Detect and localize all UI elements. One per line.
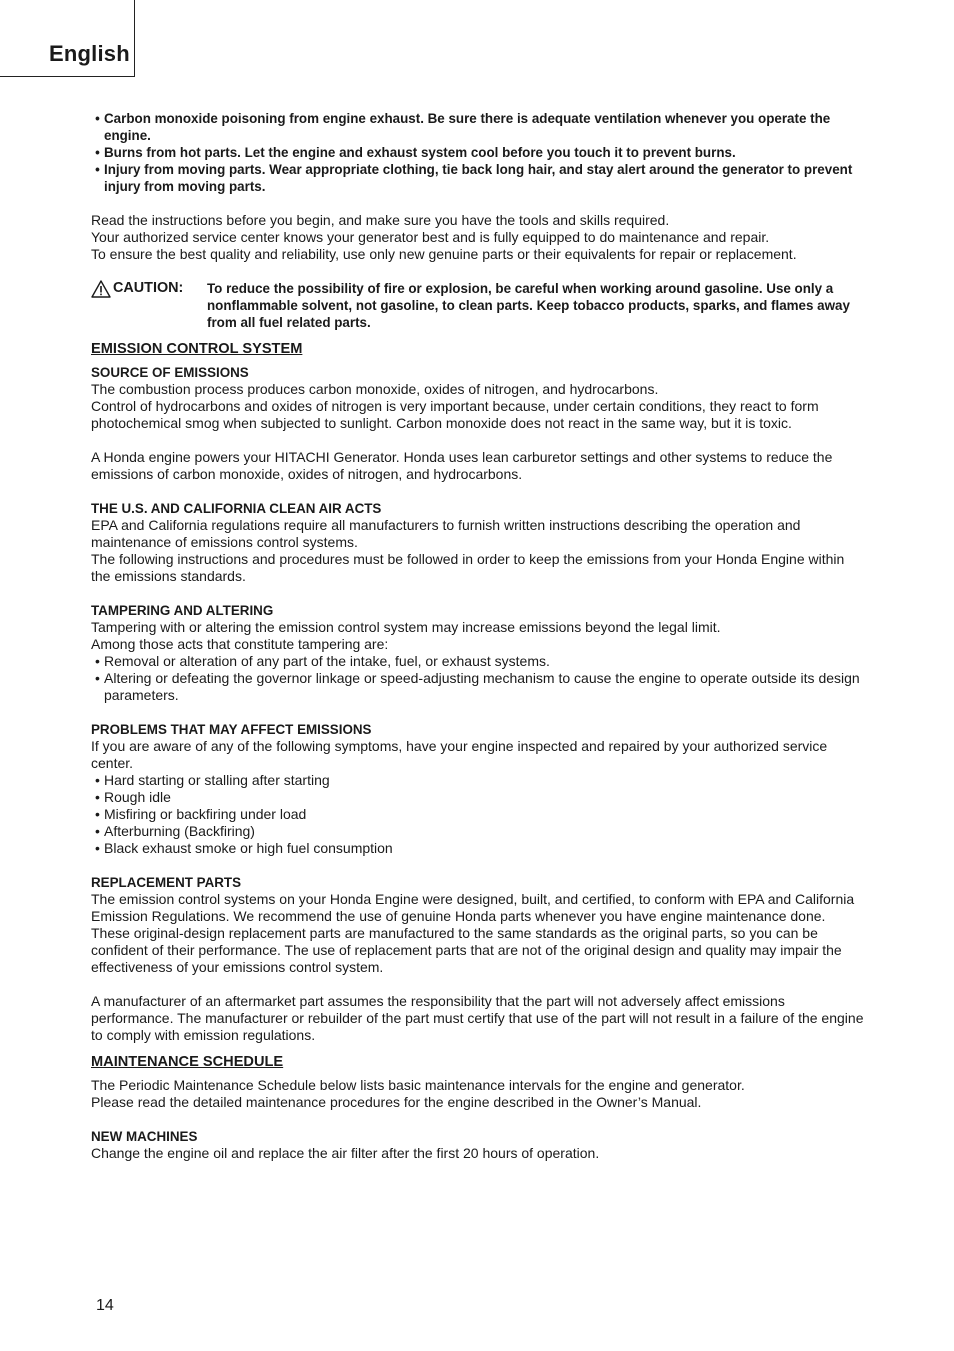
caution-label: CAUTION: (113, 280, 184, 296)
intro-paragraph: To ensure the best quality and reliability, use only new genuine parts or their equivalents for repair or replacement. (91, 246, 797, 262)
list-item: • Removal or alteration of any part of the intake, fuel, or exhaust systems. (91, 653, 866, 670)
caution-text: To reduce the possibility of fire or explosion, be careful when working around gasoline. Use only a nonflammable solvent, not gasoline, to clean parts. Keep tobacco products, sparks, and flames away from all fuel related parts. (207, 281, 850, 330)
list-item: • Rough idle (91, 789, 866, 806)
subheading-tampering: TAMPERING AND ALTERING (91, 603, 274, 618)
subheading-new-machines: NEW MACHINES (91, 1129, 198, 1144)
list-item: • Hard starting or stalling after starting (91, 772, 866, 789)
language-label: English (49, 41, 130, 66)
paragraph: Tampering with or altering the emission control system may increase emissions beyond the legal limit. (91, 619, 721, 635)
language-tab (0, 0, 135, 77)
page-number: 14 (96, 1297, 114, 1314)
paragraph: A manufacturer of an aftermarket part assumes the responsibility that the part will not adversely affect emissions performance. The manufacturer or rebuilder of the part must certify that use of the part will not result in a failure of the engine to comply with emission regulations. (91, 993, 864, 1043)
paragraph: If you are aware of any of the following symptoms, have your engine inspected and repaired by your authorized service center. (91, 738, 828, 771)
section-title-maintenance: MAINTENANCE SCHEDULE (91, 1054, 284, 1070)
warning-triangle-icon (91, 280, 111, 298)
subheading-source: SOURCE OF EMISSIONS (91, 365, 249, 380)
paragraph: The emission control systems on your Honda Engine were designed, built, and certified, to conform with EPA and California Emission Regulations. We recommend the use of genuine Honda parts whenever you have engine maintenance done. These original-design replacement parts are manufactured to the same standards as the original parts, so you can be confident of their performance. The use of replacement parts that are not of the original design and quality may impair the effectiveness of your emissions control system. (91, 891, 855, 975)
hazard-item: • Injury from moving parts. Wear appropriate clothing, tie back long hair, and stay alert around the generator to prevent injury from moving parts. (91, 161, 866, 195)
list-item: • Afterburning (Backfiring) (91, 823, 866, 840)
paragraph: The following instructions and procedures must be followed in order to keep the emissions from your Honda Engine within the emissions standards. (91, 551, 845, 584)
caution-label-group (91, 280, 207, 331)
subheading-clean-air-acts: THE U.S. AND CALIFORNIA CLEAN AIR ACTS (91, 501, 382, 516)
list-item: • Altering or defeating the governor linkage or speed-adjusting mechanism to cause the engine to operate outside its design parameters. (91, 670, 866, 704)
paragraph: The Periodic Maintenance Schedule below lists basic maintenance intervals for the engine and generator. (91, 1077, 745, 1093)
page-content (91, 110, 866, 1162)
paragraph: Please read the detailed maintenance procedures for the engine described in the Owner’s Manual. (91, 1094, 702, 1110)
subheading-replacement-parts: REPLACEMENT PARTS (91, 875, 242, 890)
caution-box (91, 280, 866, 331)
intro-paragraph: Read the instructions before you begin, and make sure you have the tools and skills required. (91, 212, 670, 228)
section-title-emission: EMISSION CONTROL SYSTEM (91, 341, 303, 357)
paragraph: Among those acts that constitute tampering are: (91, 636, 389, 652)
intro-paragraph: Your authorized service center knows your generator best and is fully equipped to do maintenance and repair. (91, 229, 770, 245)
list-item: • Black exhaust smoke or high fuel consumption (91, 840, 866, 857)
hazard-item: • Carbon monoxide poisoning from engine exhaust. Be sure there is adequate ventilation whenever you operate the engine. (91, 110, 866, 144)
hazard-item: • Burns from hot parts. Let the engine and exhaust system cool before you touch it to prevent burns. (91, 144, 866, 161)
paragraph: Change the engine oil and replace the air filter after the first 20 hours of operation. (91, 1145, 600, 1161)
paragraph: Control of hydrocarbons and oxides of nitrogen is very important because, under certain conditions, they react to form photochemical smog when subjected to sunlight. Carbon monoxide does not react in the same way, but it is toxic. (91, 398, 819, 431)
paragraph: A Honda engine powers your HITACHI Generator. Honda uses lean carburetor settings and other systems to reduce the emissions of carbon monoxide, oxides of nitrogen, and hydrocarbons. (91, 449, 833, 482)
paragraph: The combustion process produces carbon monoxide, oxides of nitrogen, and hydrocarbons. (91, 381, 659, 397)
list-item: • Misfiring or backfiring under load (91, 806, 866, 823)
subheading-problems: PROBLEMS THAT MAY AFFECT EMISSIONS (91, 722, 372, 737)
paragraph: EPA and California regulations require all manufacturers to furnish written instructions describing the operation and maintenance of emissions control systems. (91, 517, 801, 550)
